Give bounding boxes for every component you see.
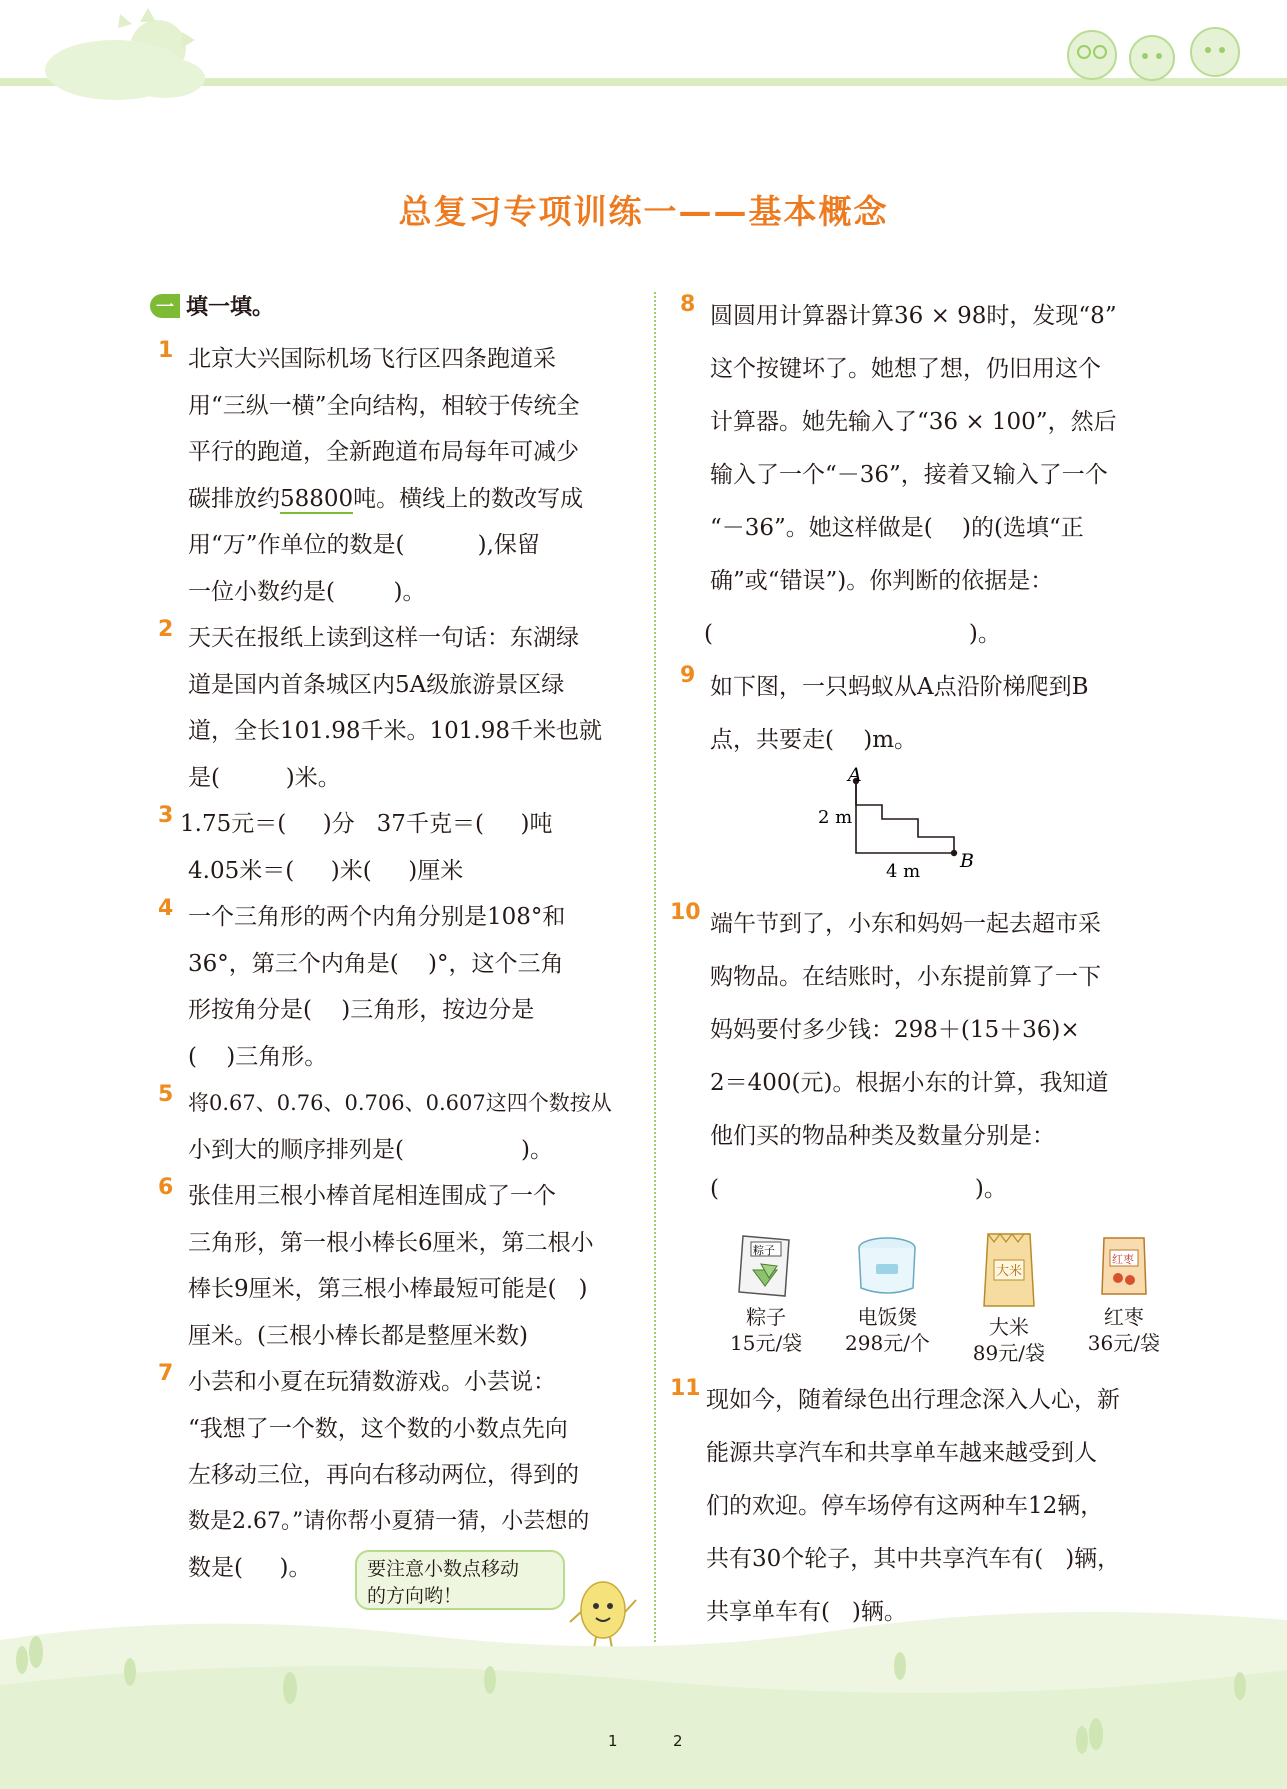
rice-bag-icon: [978, 1230, 1040, 1310]
question-text: 厘米。(三根小棒长都是整厘米数): [188, 1322, 528, 1349]
question-text: 数是( )。: [188, 1555, 312, 1581]
question-text: 形按角分是( )三角形，按边分是: [188, 997, 535, 1023]
question-number: 6: [158, 1175, 174, 1200]
question-text: 平行的跑道，全新跑道布局每年可减少: [188, 439, 579, 465]
zongzi-bag-icon: [735, 1230, 797, 1300]
question-text: 确”或“错误”)。你判断的依据是：: [710, 568, 1054, 594]
question-number: 7: [158, 1361, 174, 1386]
question-9: [680, 661, 1160, 898]
answer-blank[interactable]: [713, 621, 969, 647]
product-price: 36元/袋: [1087, 1331, 1160, 1355]
question-2: [158, 615, 636, 801]
question-6: [158, 1173, 636, 1359]
label-b: B: [960, 850, 974, 872]
underlined-number: 58800: [280, 485, 354, 512]
question-text: 如下图，一只蚂蚁从A点沿阶梯爬到B: [710, 674, 1089, 700]
footer-landscape: [0, 1590, 1287, 1789]
product-list: [730, 1230, 1160, 1366]
tip-text: 要注意小数点移动: [367, 1558, 520, 1580]
question-number: 3: [158, 803, 174, 828]
question-text: 他们买的物品种类及数量分别是：: [710, 1123, 1055, 1149]
question-text: 数是2.67。”请你帮小夏猜一猜，小芸想的: [188, 1508, 590, 1534]
svg-text:红枣: 红枣: [1111, 1253, 1134, 1266]
label-height: 2 m: [818, 807, 853, 828]
rice-cooker-icon: [852, 1230, 922, 1300]
product-item: [973, 1230, 1045, 1366]
question-10: [670, 898, 1160, 1366]
question-text: 36°，第三个内角是( )°，这个三角: [188, 950, 564, 977]
product-name: 大米: [988, 1315, 1029, 1339]
question-text: 输入了一个“－36”，接着又输入了一个: [710, 462, 1108, 488]
question-text: 共享单车有( )辆。: [706, 1599, 907, 1625]
product-item: [730, 1230, 802, 1366]
question-text: 计算器。她先输入了“36 × 100”，然后: [710, 409, 1117, 435]
question-number: 8: [680, 292, 696, 317]
answer-blank[interactable]: [399, 951, 428, 977]
product-price: 15元/袋: [730, 1331, 803, 1355]
svg-text:大米: 大米: [995, 1264, 1022, 1279]
question-text: 能源共享汽车和共享单车越来越受到人: [706, 1440, 1097, 1466]
question-text: 三角形，第一根小棒长6厘米，第二根小: [188, 1229, 594, 1256]
question-text: 天天在报纸上读到这样一句话：东湖绿: [188, 625, 579, 651]
page-number-left: 1: [608, 1732, 618, 1750]
question-number: 1: [158, 338, 174, 363]
product-item: [845, 1230, 930, 1366]
question-text: 道，全长101.98千米。101.98千米也就: [188, 718, 602, 744]
question-text: “－36”。她这样做是( )的(选填“正: [710, 515, 1084, 541]
page-number-right: 2: [673, 1732, 683, 1750]
label-width: 4 m: [886, 861, 921, 882]
staircase-diagram: [818, 764, 1150, 892]
question-text: 妈妈要付多少钱：298＋(15＋36)×: [710, 1017, 1080, 1043]
question-8: [680, 290, 1160, 661]
question-text: 点，共要走( )m。: [710, 727, 918, 753]
staircase-path: [856, 781, 954, 853]
question-text: “我想了一个数，这个数的小数点先向: [188, 1415, 568, 1442]
sun-cloud-icon: [45, 8, 205, 100]
answer-blank[interactable]: [933, 515, 962, 541]
question-number: 11: [670, 1376, 701, 1401]
product-item: [1088, 1230, 1160, 1366]
question-number: 2: [158, 617, 174, 642]
question-text: 用“万”作单位的数是( ),保留: [188, 532, 540, 558]
label-a: A: [848, 764, 862, 786]
question-text: 是( )米。: [188, 764, 341, 791]
right-column: [670, 290, 1160, 1639]
tip-text: 的方向哟！: [367, 1585, 463, 1607]
section-header: [150, 290, 274, 321]
question-text: 道是国内首条城区内5A级旅游景区绿: [188, 671, 565, 698]
left-column: [158, 336, 636, 1592]
question-text: 用“三纵一横”全向结构，相较于传统全: [188, 392, 580, 419]
answer-blank[interactable]: [404, 1137, 521, 1163]
question-text: 碳排放约58800吨。横线上的数改写成: [188, 485, 584, 512]
answer-blank[interactable]: [220, 765, 286, 791]
question-text: 共有30个轮子，其中共享汽车有( )辆，: [706, 1546, 1121, 1572]
question-text: 一个三角形的两个内角分别是108°和: [188, 904, 566, 930]
question-text: 们的欢迎。停车场停有这两种车12辆，: [706, 1493, 1104, 1519]
question-number: 10: [670, 900, 701, 925]
question-number: 5: [158, 1082, 174, 1107]
product-price: 298元/个: [845, 1331, 930, 1355]
product-price: 89元/袋: [972, 1341, 1045, 1365]
answer-blank[interactable]: [243, 1555, 280, 1581]
question-text: 左移动三位，再向右移动两位，得到的: [188, 1462, 579, 1488]
answer-blank[interactable]: [484, 811, 521, 837]
question-text: 现如今，随着绿色出行理念深入人心，新: [706, 1387, 1120, 1413]
question-text: ( )三角形。: [188, 1043, 328, 1070]
question-text: 圆圆用计算器计算36 × 98时，发现“8”: [710, 303, 1117, 329]
question-text: 小芸和小夏在玩猜数游戏。小芸说：: [188, 1369, 556, 1395]
answer-blank[interactable]: [312, 997, 341, 1023]
answer-blank[interactable]: [557, 1276, 579, 1302]
page-title: 总复习专项训练一——基本概念: [398, 192, 889, 231]
answer-blank[interactable]: [405, 532, 478, 558]
section-badge: 一: [150, 294, 180, 318]
red-dates-bag-icon: [1096, 1230, 1152, 1300]
question-number: 4: [158, 896, 174, 921]
staircase-frame: [856, 781, 954, 853]
product-name: 电饭煲: [857, 1305, 918, 1329]
header-decoration: [0, 0, 1287, 110]
question-text: 棒长9厘米，第三根小棒最短可能是( ): [188, 1276, 588, 1302]
answer-blank[interactable]: [834, 727, 863, 753]
answer-blank[interactable]: [719, 1176, 975, 1202]
question-text: 1.75元＝( )分 37千克＝( )吨: [180, 811, 553, 837]
answer-blank[interactable]: [294, 858, 331, 884]
column-divider: [654, 292, 656, 1642]
question-text: 北京大兴国际机场飞行区四条跑道采: [188, 346, 556, 372]
question-text: 一位小数约是( )。: [188, 578, 426, 605]
answer-blank[interactable]: [372, 858, 409, 884]
answer-blank[interactable]: [335, 579, 394, 605]
question-3: [158, 801, 636, 894]
section-title: 填一填。: [186, 295, 275, 320]
question-text: 4.05米＝( )米( )厘米: [188, 857, 464, 884]
question-text: 购物品。在结账时，小东提前算了一下: [710, 964, 1101, 990]
product-name: 红枣: [1103, 1305, 1144, 1329]
question-5: [158, 1080, 636, 1173]
product-name: 粽子: [746, 1305, 787, 1329]
question-text: 小到大的顺序排列是( )。: [188, 1136, 553, 1163]
question-text: ( )。: [704, 621, 1001, 647]
question-1: [158, 336, 636, 615]
answer-blank[interactable]: [197, 1044, 226, 1070]
svg-text:粽子: 粽子: [753, 1244, 776, 1257]
question-text: 这个按键坏了。她想了想，仍旧用这个: [710, 356, 1101, 382]
question-text: 将0.67、0.76、0.706、0.607这四个数按从: [188, 1091, 612, 1115]
question-4: [158, 894, 636, 1080]
animal-friends-icon: [1068, 28, 1239, 80]
question-number: 9: [680, 663, 696, 688]
question-text: 端午节到了，小东和妈妈一起去超市采: [710, 911, 1101, 937]
point-b: [951, 850, 957, 856]
question-text: 张佳用三根小棒首尾相连围成了一个: [188, 1183, 556, 1209]
answer-blank[interactable]: [286, 811, 323, 837]
answer-blank[interactable]: [1043, 1546, 1065, 1572]
question-text: 2＝400(元)。根据小东的计算，我知道: [710, 1070, 1109, 1096]
question-text: ( )。: [710, 1176, 1007, 1202]
